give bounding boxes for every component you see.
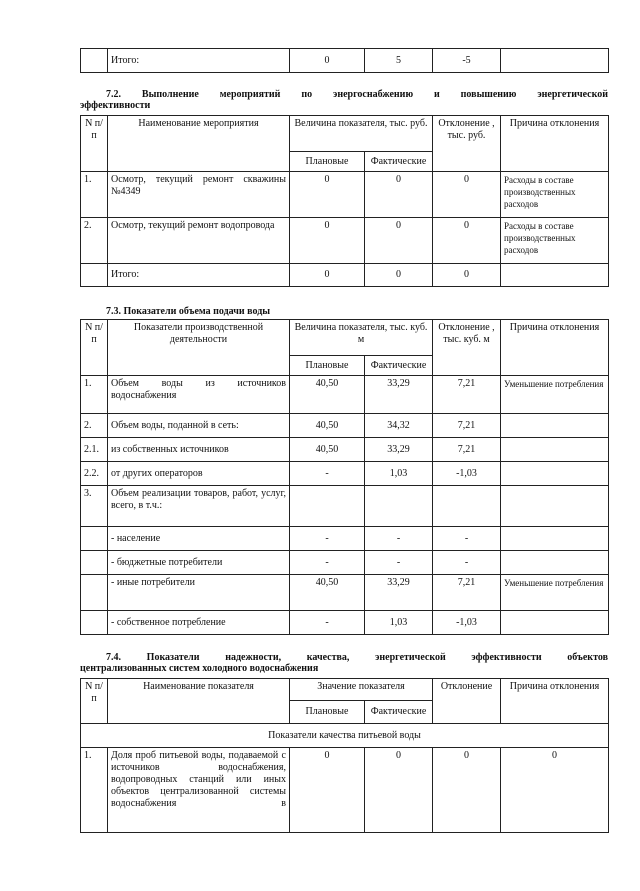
header-row [81,116,609,152]
num-cell [81,527,108,551]
reason-cell [501,462,609,486]
table-row [81,551,609,575]
deviation-cell: 7,21 [433,575,501,611]
fact-cell: 0 [365,748,433,833]
section-7-4-title-line2: централизованных систем холодного водоснабжения [80,663,319,674]
num-cell: 1. [81,376,108,414]
table-row [81,527,609,551]
reason-cell: Уменьшение потребления [501,575,609,611]
name-header: Наименование мероприятия [108,116,290,172]
deviation-cell: 0 [433,218,501,264]
name-cell: - иные потребители [108,575,290,611]
section-7-3-table [80,319,609,635]
fact-header: Фактические [365,152,433,172]
reason-cell: Расходы в составе производственных расходов [501,218,609,264]
name-cell: - бюджетные потребители [108,551,290,575]
name-header: Наименование показателя [108,679,290,724]
section-7-2-title [80,89,608,111]
plan-header: Плановые [290,356,365,376]
table-row [81,49,609,73]
name-cell: Доля проб питьевой воды, подаваемой с источников водоснабжения, водопроводных станций или иных объектов централизованной системы водоснабжения в [108,748,290,833]
plan-cell: - [290,611,365,635]
fact-cell: 33,29 [365,575,433,611]
name-cell: - собственное потребление [108,611,290,635]
fact-cell: 5 [365,49,433,73]
deviation-header: Отклонение , тыс. куб. м [433,320,501,376]
fact-cell: 0 [365,218,433,264]
table-row [81,218,609,264]
plan-cell: 40,50 [290,575,365,611]
deviation-cell: 0 [433,748,501,833]
num-header: N п/п [81,679,108,724]
deviation-header: Отклонение , тыс. руб. [433,116,501,172]
fact-cell: 0 [365,264,433,287]
plan-cell: - [290,551,365,575]
section-7-2-title-line2: эффективности [80,100,151,111]
deviation-header: Отклонение [433,679,501,724]
plan-cell [290,486,365,527]
fact-cell: - [365,551,433,575]
num-header: N п/п [81,320,108,376]
section-label: Показатели качества питьевой воды [81,724,609,748]
section-label-row [81,724,609,748]
num-cell: 2.1. [81,438,108,462]
header-row [81,679,609,701]
deviation-cell: - [433,527,501,551]
name-cell: Объем воды из источников водоснабжения [108,376,290,414]
reason-cell [501,414,609,438]
fact-cell: 33,29 [365,438,433,462]
num-cell: 3. [81,486,108,527]
name-cell: - население [108,527,290,551]
reason-cell [501,264,609,287]
table-row [81,486,609,527]
reason-header: Причина отклонения [501,116,609,172]
reason-cell [501,611,609,635]
plan-header: Плановые [290,152,365,172]
plan-cell: 0 [290,748,365,833]
table-row [81,414,609,438]
fact-cell: 33,29 [365,376,433,414]
table-row [81,438,609,462]
deviation-cell: 7,21 [433,376,501,414]
table-row [81,575,609,611]
fact-cell: 0 [365,172,433,218]
num-cell [81,575,108,611]
deviation-cell: -1,03 [433,611,501,635]
num-cell: 1. [81,748,108,833]
deviation-cell: 7,21 [433,438,501,462]
plan-cell: - [290,462,365,486]
table-row [81,376,609,414]
name-header: Показатели производственной деятельности [108,320,290,376]
name-cell: Осмотр, текущий ремонт скважины №4349 [108,172,290,218]
num-cell [81,551,108,575]
num-header: N п/п [81,116,108,172]
table-row [81,172,609,218]
fact-header: Фактические [365,356,433,376]
section-7-4-title [80,652,608,674]
top-total-table [80,48,609,73]
section-7-3-title [80,306,608,317]
num-cell: 1. [81,172,108,218]
deviation-cell: -5 [433,49,501,73]
table-row [81,611,609,635]
reason-header: Причина отклонения [501,679,609,724]
section-7-2-table [80,115,609,287]
num-cell: 2.2. [81,462,108,486]
num-cell [81,49,108,73]
section-7-2-title-line1: 7.2. Выполнение мероприятий по энергоснабжению и повышению энергетической [106,89,608,100]
plan-cell: 0 [290,172,365,218]
name-cell: из собственных источников [108,438,290,462]
reason-cell [501,486,609,527]
plan-cell: 0 [290,49,365,73]
num-cell: 2. [81,414,108,438]
reason-cell: Расходы в составе производственных расходов [501,172,609,218]
name-cell: Итого: [108,264,290,287]
name-cell: Объем воды, поданной в сеть: [108,414,290,438]
num-cell: 2. [81,218,108,264]
deviation-cell: 7,21 [433,414,501,438]
value-header: Величина показателя, тыс. руб. [290,116,433,152]
num-cell [81,264,108,287]
deviation-cell: 0 [433,264,501,287]
fact-cell: - [365,527,433,551]
section-7-4-title-line1: 7.4. Показатели надежности, качества, энергетической эффективности объектов [106,652,608,663]
deviation-cell [433,486,501,527]
plan-cell: 0 [290,218,365,264]
value-header: Величина показателя, тыс. куб. м [290,320,433,356]
plan-cell: 40,50 [290,376,365,414]
table-row [81,748,609,833]
total-label: Итого: [108,49,290,73]
table-row [81,462,609,486]
deviation-cell: -1,03 [433,462,501,486]
deviation-cell: 0 [433,172,501,218]
fact-cell: 34,32 [365,414,433,438]
reason-cell [501,438,609,462]
header-row [81,320,609,356]
plan-cell: 40,50 [290,414,365,438]
name-cell: Объем реализации товаров, работ, услуг, всего, в т.ч.: [108,486,290,527]
plan-cell: 0 [290,264,365,287]
reason-cell [501,551,609,575]
section-7-3-title-text: 7.3. Показатели объема подачи воды [106,306,271,317]
fact-cell: 1,03 [365,611,433,635]
deviation-cell: - [433,551,501,575]
reason-cell [501,527,609,551]
table-row [81,264,609,287]
plan-header: Плановые [290,701,365,724]
reason-cell: 0 [501,748,609,833]
fact-cell: 1,03 [365,462,433,486]
section-7-4-table [80,678,609,833]
reason-cell [501,49,609,73]
fact-header: Фактические [365,701,433,724]
num-cell [81,611,108,635]
reason-cell: Уменьшение потребления [501,376,609,414]
plan-cell: - [290,527,365,551]
name-cell: от других операторов [108,462,290,486]
plan-cell: 40,50 [290,438,365,462]
reason-header: Причина отклонения [501,320,609,376]
name-cell: Осмотр, текущий ремонт водопровода [108,218,290,264]
fact-cell [365,486,433,527]
value-header: Значение показателя [290,679,433,701]
